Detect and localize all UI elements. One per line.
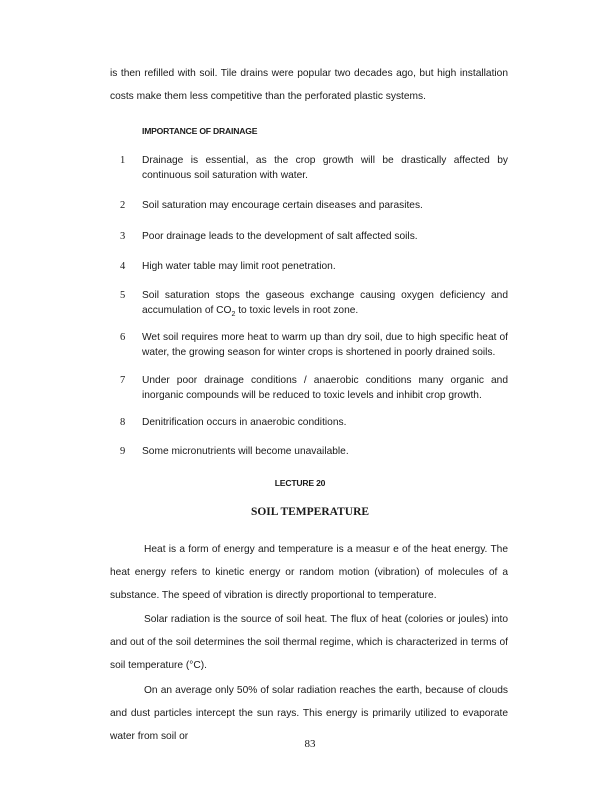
list-item-text: Drainage is essential, as the crop growth will be drastically affected by continuous soil saturation with water. bbox=[142, 155, 508, 181]
list-item-text: Some micronutrients will become unavailable. bbox=[142, 446, 349, 457]
list-item-text: Soil saturation may encourage certain diseases and parasites. bbox=[142, 200, 423, 211]
body-paragraph: Heat is a form of energy and temperature is a measur e of the heat energy. The heat energy refers to kinetic energy or random motion (vibration) of molecules of a substance. The speed of vibration is directly proportional to temperature. bbox=[110, 544, 508, 601]
list-item bbox=[120, 153, 508, 183]
list-item-number: 6 bbox=[120, 332, 126, 343]
list-item-text: Denitrification occurs in anaerobic conditions. bbox=[142, 417, 347, 428]
list-item-number: 3 bbox=[120, 231, 126, 242]
body-paragraph: Solar radiation is the source of soil heat. The flux of heat (colories or joules) into and out of the soil determines the soil thermal regime, which is characterized in terms of soil temperature (°C). bbox=[110, 614, 508, 671]
list-item bbox=[120, 330, 508, 360]
list-item bbox=[120, 415, 508, 430]
list-item-number: 2 bbox=[120, 200, 126, 211]
intro-paragraph: is then refilled with soil. Tile drains were popular two decades ago, but high installation costs make them less competitive than the perforated plastic systems. bbox=[110, 68, 508, 102]
list-item-number: 1 bbox=[120, 155, 126, 166]
list-item bbox=[120, 288, 508, 322]
page-number: 83 bbox=[304, 738, 316, 750]
list-item bbox=[120, 198, 508, 213]
list-item-number: 4 bbox=[120, 261, 126, 272]
lecture-label: LECTURE 20 bbox=[274, 478, 326, 488]
list-item bbox=[120, 229, 508, 244]
co2-subscript: 2 bbox=[231, 311, 236, 319]
list-item-text-end: to toxic levels in root zone. bbox=[235, 305, 359, 316]
list-item-number: 8 bbox=[120, 417, 126, 428]
list-item-number: 5 bbox=[120, 290, 126, 301]
list-item-text: Under poor drainage conditions / anaerobic conditions many organic and inorganic compounds will be reduced to toxic levels and inhibit crop growth. bbox=[142, 375, 508, 401]
list-item bbox=[120, 259, 508, 274]
section-title: SOIL TEMPERATURE bbox=[250, 506, 370, 518]
list-item-number: 9 bbox=[120, 446, 126, 457]
list-item-number: 7 bbox=[120, 375, 126, 386]
list-item-text bbox=[142, 288, 508, 322]
list-item-text: Poor drainage leads to the development of salt affected soils. bbox=[142, 231, 418, 242]
list-item-text: Wet soil requires more heat to warm up than dry soil, due to high specific heat of water, the growing season for winter crops is shortened in poorly drained soils. bbox=[142, 332, 508, 358]
list-item bbox=[120, 444, 508, 459]
body-paragraph: On an average only 50% of solar radiation reaches the earth, because of clouds and dust particles intercept the sun rays. This energy is primarily utilized to evaporate water from soil or bbox=[110, 685, 508, 742]
list-item-text: High water table may limit root penetration. bbox=[142, 261, 336, 272]
drainage-heading: IMPORTANCE OF DRAINAGE bbox=[142, 126, 258, 136]
list-item bbox=[120, 373, 508, 403]
list-item-text-start: Soil saturation stops the gaseous exchange causing oxygen deficiency and accumulation of CO bbox=[142, 290, 508, 316]
